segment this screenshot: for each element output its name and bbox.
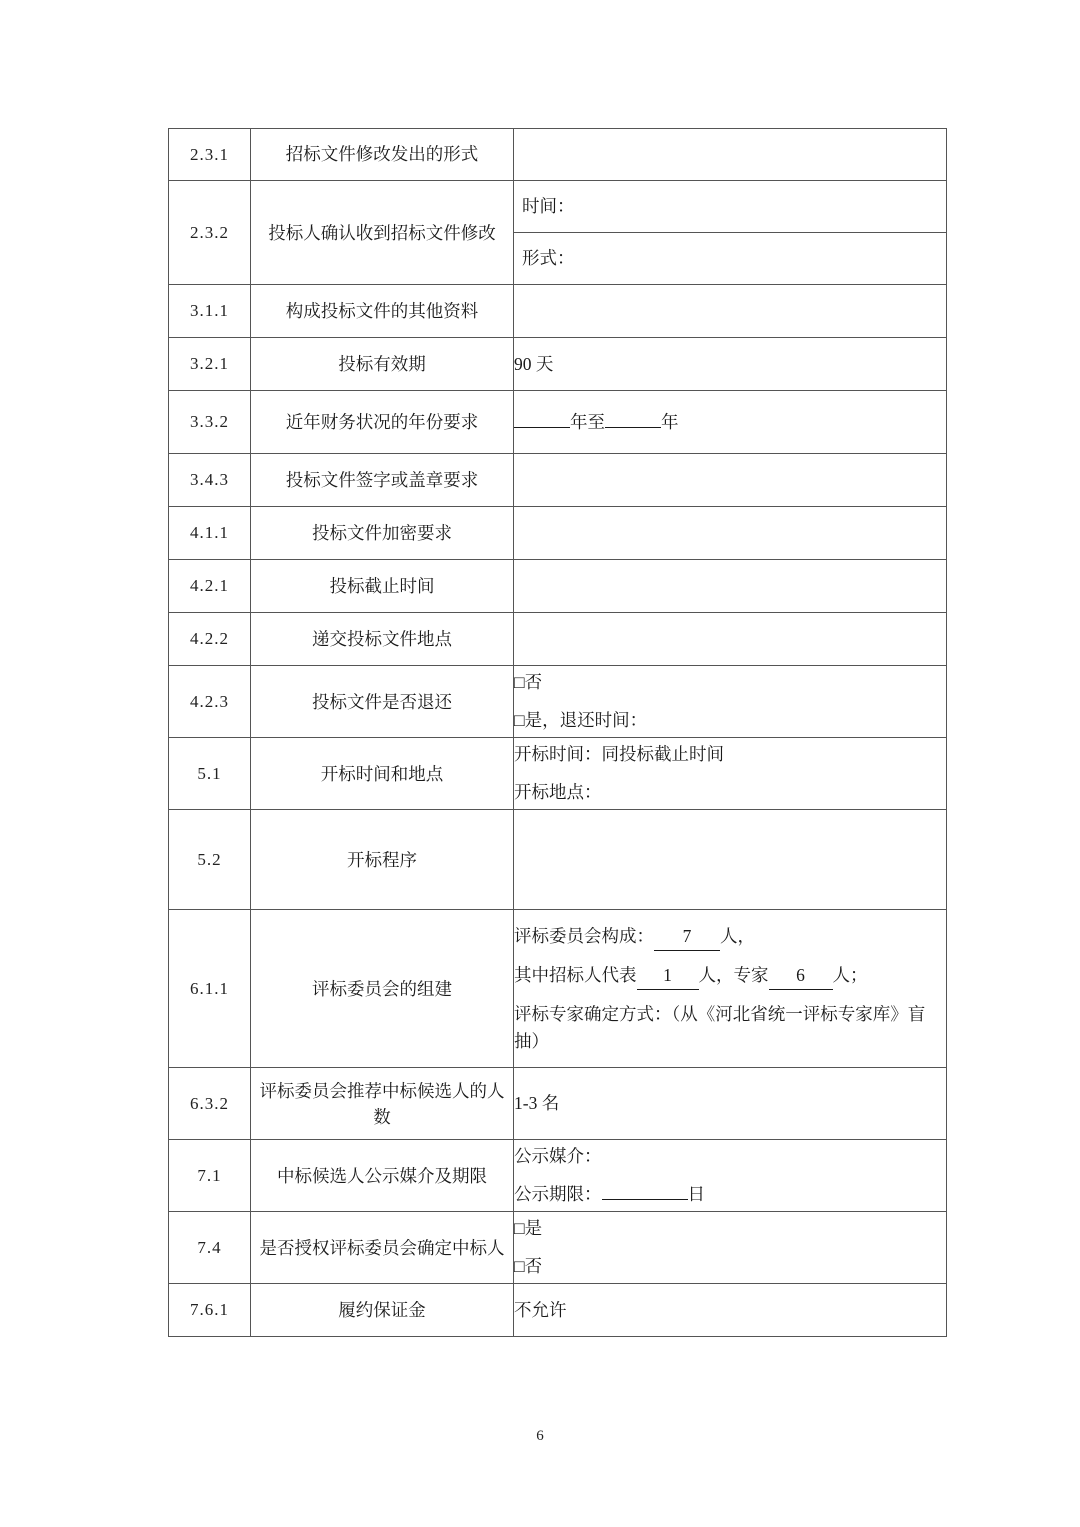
clause-item: 投标文件是否退还 [251,666,514,738]
clause-number: 3.1.1 [169,285,251,338]
table-row [169,454,947,507]
clause-number: 2.3.1 [169,129,251,181]
clause-value: 90 天 [514,338,947,391]
committee-composition-line [514,923,946,951]
clause-item: 招标文件修改发出的形式 [251,129,514,181]
checkbox-option-yes-return-time[interactable]: □是，退还时间： [514,710,648,731]
bid-opening-time: 开标时间：同投标截止时间 [514,744,724,765]
table-row [169,613,947,666]
clause-number: 4.2.1 [169,560,251,613]
expert-label: 人，专家 [698,964,769,985]
clause-value [514,129,947,181]
publicity-period-line [514,1181,946,1208]
value-subgrid [514,181,946,284]
clause-number: 6.3.2 [169,1068,251,1140]
subgrid-row [514,181,946,233]
table-row [169,810,947,910]
clause-item: 递交投标文件地点 [251,613,514,666]
clause-number: 4.1.1 [169,507,251,560]
clause-value [514,666,947,738]
year-to-blank[interactable] [605,427,661,428]
time-label: 时间： [514,181,946,233]
committee-composition-unit: 人， [720,925,755,946]
clause-item: 中标候选人公示媒介及期限 [251,1140,514,1212]
publicity-media-label: 公示媒介： [514,1146,602,1167]
publicity-period-unit: 日 [687,1184,705,1205]
clause-number: 5.1 [169,738,251,810]
clause-item: 开标程序 [251,810,514,910]
checkbox-option-no[interactable]: □否 [514,672,543,693]
expert-count[interactable]: 6 [769,962,833,990]
subgrid-row [514,233,946,285]
expert-selection-method: 评标专家确定方式：（从《河北省统一评标专家库》盲抽） [514,1003,926,1051]
table-row [169,1068,947,1140]
clause-number: 4.2.2 [169,613,251,666]
bid-clause-table [168,128,947,1337]
clause-number: 4.2.3 [169,666,251,738]
publicity-period-label: 公示期限： [514,1184,602,1205]
clause-item: 近年财务状况的年份要求 [251,391,514,454]
clause-number: 5.2 [169,810,251,910]
clause-value [514,613,947,666]
clause-value [514,1212,947,1284]
table-row [169,666,947,738]
table-row [169,1140,947,1212]
clause-number: 7.1 [169,1140,251,1212]
clause-value [514,285,947,338]
checkbox-option-yes[interactable]: □是 [514,1218,543,1239]
year-from-blank[interactable] [514,427,570,428]
table-row [169,285,947,338]
table-row [169,507,947,560]
clause-value: 1-3 名 [514,1068,947,1140]
page-number: 6 [536,1428,544,1444]
clause-number: 3.3.2 [169,391,251,454]
table-row [169,129,947,181]
bid-opening-place: 开标地点： [514,782,602,803]
clause-number: 6.1.1 [169,910,251,1068]
table-row [169,1284,947,1337]
clause-item: 评标委员会的组建 [251,910,514,1068]
clause-number: 7.4 [169,1212,251,1284]
table-row [169,738,947,810]
clause-item: 投标文件加密要求 [251,507,514,560]
clause-number: 2.3.2 [169,181,251,285]
clause-item: 评标委员会推荐中标候选人的人数 [251,1068,514,1140]
year-suffix-label: 年 [661,411,679,432]
clause-value [514,810,947,910]
committee-composition-label: 评标委员会构成： [514,925,654,946]
year-mid-label: 年至 [570,411,605,432]
form-label: 形式： [522,248,575,269]
clause-value [514,738,947,810]
clause-item: 投标截止时间 [251,560,514,613]
table-row [169,391,947,454]
publicity-period-blank[interactable] [602,1199,688,1200]
clause-number: 3.2.1 [169,338,251,391]
clause-value [514,560,947,613]
clause-value [514,1140,947,1212]
owner-rep-count[interactable]: 1 [637,962,699,990]
table-row [169,560,947,613]
table-row [169,338,947,391]
clause-item: 是否授权评标委员会确定中标人 [251,1212,514,1284]
checkbox-option-no[interactable]: □否 [514,1256,543,1277]
clause-value [514,507,947,560]
table-row [169,181,947,285]
clause-value [514,181,947,285]
clause-number: 3.4.3 [169,454,251,507]
committee-total-count[interactable]: 7 [654,923,720,951]
committee-breakdown-line [514,962,946,990]
clause-item: 投标文件签字或盖章要求 [251,454,514,507]
clause-item: 投标有效期 [251,338,514,391]
clause-item: 投标人确认收到招标文件修改 [251,181,514,285]
expert-unit: 人； [832,964,868,985]
clause-item: 开标时间和地点 [251,738,514,810]
clause-value: 不允许 [514,1284,947,1337]
clause-value [514,454,947,507]
table-row [169,910,947,1068]
clause-number: 7.6.1 [169,1284,251,1337]
clause-item: 履约保证金 [251,1284,514,1337]
clause-value [514,391,947,454]
table-row [169,1212,947,1284]
clause-value [514,910,947,1068]
owner-rep-label: 其中招标人代表 [514,964,637,985]
clause-item: 构成投标文件的其他资料 [251,285,514,338]
